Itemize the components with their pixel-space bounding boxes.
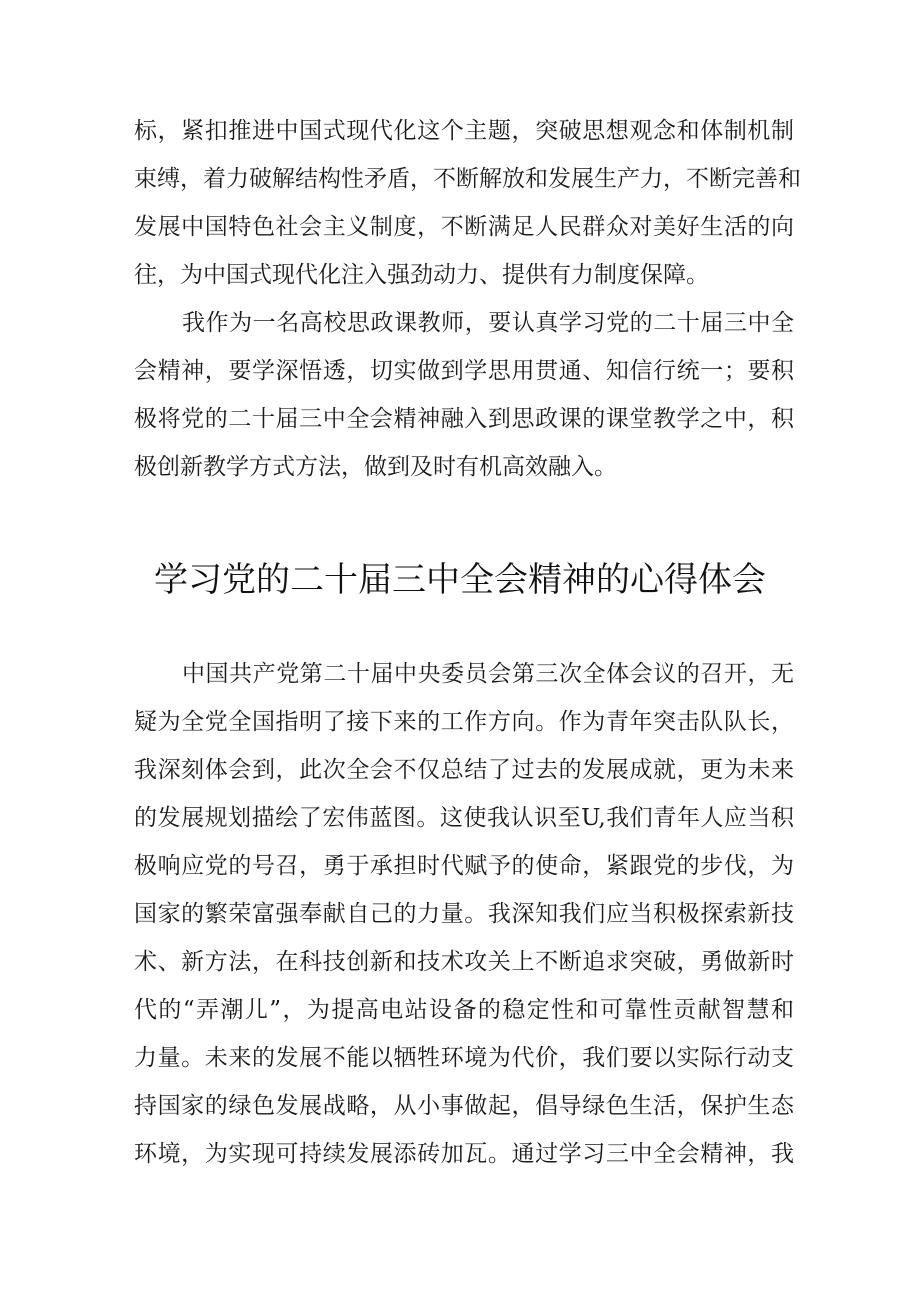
paragraph-line: 我作为一名高校思政课教师，要认真学习党的二十届三中全 bbox=[182, 310, 794, 336]
paragraph-line: 往，为中国式现代化注入强劲动力、提供有力制度保障。 bbox=[134, 262, 709, 288]
paragraph-line: 环境，为实现可持续发展添砖加瓦。通过学习三中全会精神，我 bbox=[134, 1141, 794, 1167]
paragraph-line: 持国家的绿色发展战略，从小事做起，倡导绿色生活，保护生态 bbox=[134, 1093, 794, 1119]
paragraph-line: 极响应党的号召，勇于承担时代赋予的使命，紧跟党的步伐，为 bbox=[134, 853, 794, 879]
article-title: 学习党的二十届三中全会精神的心得体会 bbox=[154, 560, 766, 600]
paragraph-line: 中国共产党第二十届中央委员会第三次全体会议的召开，无 bbox=[182, 661, 794, 687]
paragraph-line: 术、新方法，在科技创新和技术攻关上不断追求突破，勇做新时 bbox=[134, 949, 794, 975]
paragraph-line: 的发展规划描绘了宏伟蓝图。这使我认识至U,我们青年人应当积 bbox=[134, 805, 794, 831]
paragraph-line: 极创新教学方式方法，做到及时有机高效融入。 bbox=[134, 454, 617, 480]
paragraph-line: 标，紧扣推进中国式现代化这个主题，突破思想观念和体制机制 bbox=[134, 118, 794, 144]
paragraph-line: 国家的繁荣富强奉献自己的力量。我深知我们应当积极探索新技 bbox=[134, 901, 794, 927]
paragraph-line: 我深刻体会到，此次全会不仅总结了过去的发展成就，更为未来 bbox=[134, 757, 794, 783]
paragraph-line: 疑为全党全国指明了接下来的工作方向。作为青年突击队队长， bbox=[134, 709, 794, 735]
paragraph-line: 力量。未来的发展不能以牺牲环境为代价，我们要以实际行动支 bbox=[134, 1045, 794, 1071]
paragraph-line: 极将党的二十届三中全会精神融入到思政课的课堂教学之中，积 bbox=[134, 406, 794, 432]
paragraph-line: 会精神，要学深悟透，切实做到学思用贯通、知信行统一；要积 bbox=[134, 358, 794, 384]
paragraph-line: 代的“弄潮儿”，为提高电站设备的稳定性和可靠性贡献智慧和 bbox=[134, 997, 794, 1023]
paragraph-line: 发展中国特色社会主义制度，不断满足人民群众对美好生活的向 bbox=[134, 214, 794, 240]
paragraph-line: 束缚，着力破解结构性矛盾，不断解放和发展生产力，不断完善和 bbox=[134, 166, 801, 192]
